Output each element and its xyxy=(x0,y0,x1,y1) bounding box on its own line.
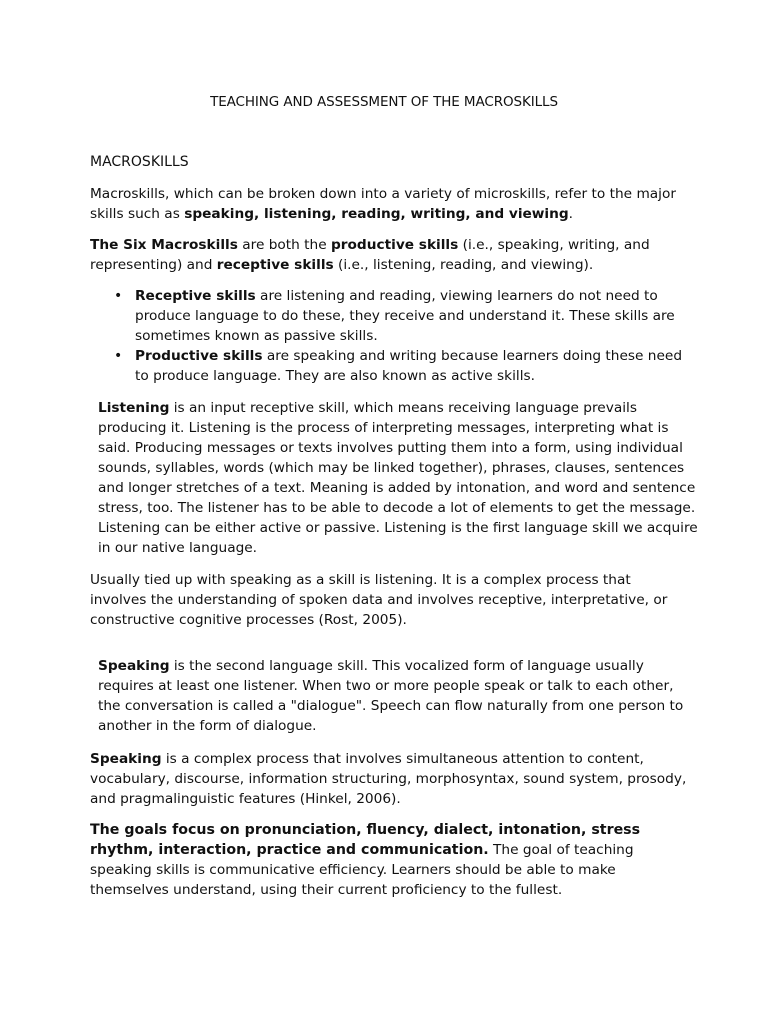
paragraph-goals xyxy=(90,820,680,900)
paragraph-bold-text: Speaking xyxy=(90,751,162,767)
paragraph-speaking-process xyxy=(90,749,690,809)
paragraph-text: (i.e., speaking, writing, and representing) and xyxy=(90,237,650,273)
section-heading: MACROSKILLS xyxy=(90,154,189,170)
paragraph-text: are speaking and writing because learners doing these need to produce language. They are also known as active skills. xyxy=(135,348,683,384)
paragraph-bold-text: Listening xyxy=(98,400,170,416)
skills-bullet-list xyxy=(90,286,690,386)
paragraph-intro xyxy=(90,184,690,224)
paragraph-bold-text: Productive skills xyxy=(135,348,263,364)
paragraph-bold-text: Speaking xyxy=(98,658,170,674)
bullet-icon: • xyxy=(114,288,123,304)
paragraph-text: is the second language skill. This vocalized form of language usually requires at least one listener. When two or more people speak or talk to each other, the conversation is called a "dialogue". Speech can flow naturally from one person to another in the form of dialogue. xyxy=(98,658,684,734)
paragraph-listening-process xyxy=(90,570,690,630)
paragraph-six-macroskills xyxy=(90,235,690,275)
paragraph-text: (i.e., listening, reading, and viewing). xyxy=(333,257,594,273)
paragraph-text: is a complex process that involves simultaneous attention to content, vocabulary, discourse, information structuring, morphosyntax, sound system, prosody, and pragmalinguistic features (Hinkel, 2006). xyxy=(90,751,687,807)
paragraph-bold-text: The goals focus on pronunciation, fluency, dialect, intonation, stress rhythm, interaction, practice and communication. xyxy=(90,822,641,858)
paragraph-text: are listening and reading, viewing learners do not need to produce language to do these, they receive and understand it. These skills are sometimes known as passive skills. xyxy=(135,288,675,344)
paragraph-text: Usually tied up with speaking as a skill is listening. It is a complex process that involves the understanding of spoken data and involves receptive, interpretative, or constructive cognitive processes (Rost, 2005). xyxy=(90,572,668,628)
document-title: TEACHING AND ASSESSMENT OF THE MACROSKILLS xyxy=(210,94,558,110)
paragraph-text: . xyxy=(568,206,574,222)
paragraph-bold-text: productive skills xyxy=(330,237,459,253)
list-item xyxy=(90,286,690,346)
paragraph-text: The goal of teaching speaking skills is communicative efficiency. Learners should be able to make themselves understand, using their current proficiency to the fullest. xyxy=(90,842,634,898)
paragraph-text: are both the xyxy=(237,237,331,253)
paragraph-bold-text: receptive skills xyxy=(216,257,334,273)
bullet-icon: • xyxy=(114,348,123,364)
paragraph-text: Macroskills, which can be broken down into a variety of microskills, refer to the major skills such as xyxy=(90,186,676,222)
paragraph-bold-text: speaking, listening, reading, writing, and viewing xyxy=(184,206,569,222)
paragraph-speaking xyxy=(90,656,698,736)
paragraph-listening xyxy=(90,398,698,558)
paragraph-text: is an input receptive skill, which means receiving language prevails producing it. Listening is the process of interpreting messages, interpreting what is said. Producing messages or texts involves putting them into a form, using individual sounds, syllables, words (which may be linked together), phrases, clauses, sentences and longer stretches of a text. Meaning is added by intonation, and word and sentence stress, too. The listener has to be able to decode a lot of elements to get the message. Listening can be either active or passive. Listening is the first language skill we acquire in our native language. xyxy=(98,400,698,556)
paragraph-bold-text: The Six Macroskills xyxy=(90,237,238,253)
paragraph-bold-text: Receptive skills xyxy=(135,288,256,304)
list-item xyxy=(90,346,690,386)
